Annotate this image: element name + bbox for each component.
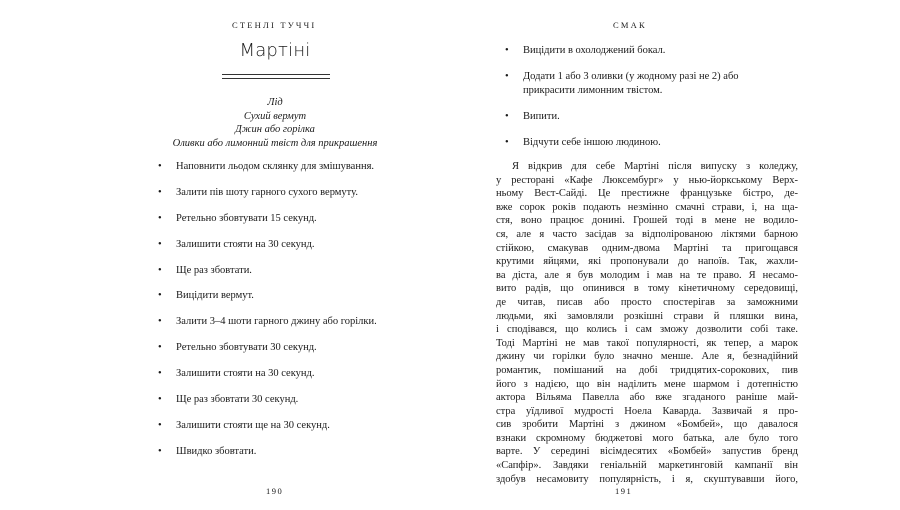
paragraph-line: крутими яйцями, які пропонували до напоїв. Так, жахли- xyxy=(496,256,798,268)
ingredients-list xyxy=(150,96,400,150)
paragraph-line: ся, але я часто засідав за відполірованою ліктями барною xyxy=(496,228,798,240)
bullet-icon: • xyxy=(158,238,162,250)
bullet-icon: • xyxy=(158,316,162,328)
recipe-step: • Ретельно збовтувати 30 секунд. xyxy=(158,342,317,354)
ingredient-item: Джин або горілка xyxy=(235,124,315,136)
bullet-icon: • xyxy=(505,45,509,56)
bullet-icon: • xyxy=(158,264,162,276)
bullet-icon: • xyxy=(505,110,509,122)
bullet-icon: • xyxy=(158,186,162,198)
recipe-steps-list xyxy=(158,160,408,471)
recipe-step: • Швидко збовтати. xyxy=(158,445,257,457)
recipe-title: Мартіні xyxy=(239,40,311,61)
recipe-step: • Додати 1 або 3 оливки (у жодному разі не 2) або прикрасити лимонним твістом. xyxy=(505,71,739,96)
paragraph-line: і сподівався, що колись і сам зможу дозволити собі таке. xyxy=(496,324,798,336)
paragraph-line: варте. У середині вісімдесятих «Бомбей» запустив бренд xyxy=(496,446,798,458)
ingredient-item: Сухий вермут xyxy=(243,110,307,122)
recipe-step: • Залити пів шоту гарного сухого вермуту. xyxy=(158,186,358,198)
recipe-step: • Залишити стояти на 30 секунд. xyxy=(158,238,315,250)
paragraph-line: де читав, писав або просто спостерігав за заможними xyxy=(496,296,798,308)
paragraph-line: джину чи горілки було значно менше. Але я, безнадійний xyxy=(496,351,798,363)
paragraph-line: у ресторані «Кафе Люксембург» у нью-йоркському Верх- xyxy=(496,174,798,186)
recipe-step: • Залити 3–4 шоти гарного джину або горілки. xyxy=(158,316,377,328)
recipe-step: • Ще раз збовтати. xyxy=(158,264,252,276)
recipe-steps-continued xyxy=(505,44,765,162)
recipe-step: • Вицідити вермут. xyxy=(158,290,254,302)
paragraph-line: ньому Вест-Сайді. Це престижне французьке бістро, де- xyxy=(496,188,798,200)
bullet-icon: • xyxy=(158,290,162,302)
bullet-icon: • xyxy=(158,445,162,457)
paragraph-line: стя, воно працює донині. Грошей тоді в мене не водило- xyxy=(496,215,798,227)
title-double-rule xyxy=(222,74,330,79)
recipe-step: • Випити. xyxy=(505,110,560,122)
bullet-icon: • xyxy=(158,342,162,354)
ingredient-item: Оливки або лимонний твіст для прикрашення xyxy=(172,137,378,149)
paragraph-line: стійкою, смакував одним-двома Мартіні та пригощався xyxy=(496,242,798,254)
paragraph-line: стра уїдливої мудрості Ноела Каварда. Зазвичай я про- xyxy=(496,405,798,417)
paragraph-line: сив зробити Мартіні з джином «Бомбей», що давалося xyxy=(496,419,798,431)
recipe-step: • Вицідити в охолоджений бокал. xyxy=(505,45,666,56)
bullet-icon: • xyxy=(505,71,509,83)
paragraph-line: здобув несамовиту популярність, і я, скуштувавши його, xyxy=(496,473,798,485)
paragraph-line: вже сорок років подають незмінно смачні страви, і, на ща- xyxy=(496,201,798,213)
paragraph-line: Тоді Мартіні не мав такої популярності, як тепер, а марок xyxy=(496,337,798,349)
paragraph-line: романтик, помішаний на добі тридцятих-сорокових, пив xyxy=(496,364,798,376)
recipe-step: • Залишити стояти ще на 30 секунд. xyxy=(158,419,330,431)
body-paragraph xyxy=(496,160,798,486)
recipe-step: • Ретельно збовтувати 15 секунд. xyxy=(158,212,317,224)
paragraph-line: «Сапфір». Завдяки геніальній маркетинговій кампанії він xyxy=(496,460,798,472)
bullet-icon: • xyxy=(158,394,162,406)
ingredient-item: Лід xyxy=(267,97,283,108)
paragraph-line: взнаки скромному бюджетові мого батька, але було того xyxy=(496,432,798,444)
paragraph-line: ва діста, але я був молодим і мав на те право. Я несамо- xyxy=(496,269,798,281)
recipe-step: • Відчути себе іншою людиною. xyxy=(505,136,661,148)
page-number: 191 xyxy=(615,486,633,496)
bullet-icon: • xyxy=(158,368,162,380)
paragraph-line: актора Вільяма Павелла або вже згаданого раніше май- xyxy=(496,392,798,404)
paragraph-line: його з надією, що він наділить мене шармом і дотепністю xyxy=(496,378,798,390)
paragraph-line: людьми, які замовляли розкішні страви й пляшки вина, xyxy=(496,310,798,322)
recipe-step: • Ще раз збовтати 30 секунд. xyxy=(158,394,299,406)
bullet-icon: • xyxy=(158,161,162,172)
bullet-icon: • xyxy=(158,212,162,224)
paragraph-line: Я відкрив для себе Мартіні після випуску з коледжу, xyxy=(512,161,798,172)
recipe-step: • Наповнити льодом склянку для змішування. xyxy=(158,161,375,172)
right-page xyxy=(450,0,900,510)
recipe-step: • Залишити стояти на 30 секунд. xyxy=(158,368,315,380)
bullet-icon: • xyxy=(505,136,509,148)
running-head-title: СМАК xyxy=(613,20,647,30)
paragraph-line: вито радів, що опинився в тому кінетичному середовищі, xyxy=(496,283,798,295)
bullet-icon: • xyxy=(158,419,162,431)
running-head-author: СТЕНЛІ ТУЧЧІ xyxy=(232,20,317,30)
page-number: 190 xyxy=(266,486,284,496)
